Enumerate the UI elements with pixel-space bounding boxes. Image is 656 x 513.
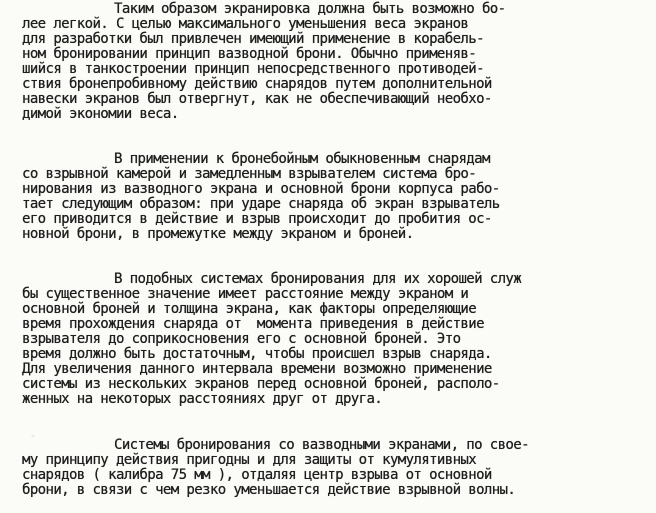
text-line: для разработки был привлечен имеющий применение в корабель- xyxy=(22,31,484,47)
text-line: женных на некоторых расстояниях друг от друга. xyxy=(22,391,383,407)
text-line: ном бронировании принцип вазводной брони. Обычно применяв- xyxy=(22,46,477,62)
text-line: снарядов ( калибра 75 мм ), отдаляя центр взрыва от основной xyxy=(22,467,492,483)
text-line: Системы бронирования со вазводными экранами, по свое- xyxy=(114,437,529,453)
text-line: со взрывной камерой и замедленным взрывателем система бро- xyxy=(22,166,477,182)
text-line: лее легкой. С целью максимального уменьшения веса экранов xyxy=(22,16,469,32)
text-line: димой экономии веса. xyxy=(22,106,179,122)
text-line: системы из нескольких экранов перед основной броней, располо- xyxy=(22,376,500,392)
text-line: время прохождения снаряда от момента приведения в действие xyxy=(22,316,484,332)
text-line: брони, в связи с чем резко уменьшается действие взрывной волны. xyxy=(22,482,516,498)
text-line: основной броней и толщина экрана, как факторы определяющие xyxy=(22,301,477,317)
text-line: навески экранов был отвергнут, как не обеспечивающий необхо- xyxy=(22,91,492,107)
text-line: му принципу действия пригодны и для защиты от кумулятивных xyxy=(22,452,477,468)
text-line: бы существенное значение имеет расстояние между экраном и xyxy=(22,286,469,302)
text-line: ствия бронепробивному действию снарядов путем дополнительной xyxy=(22,76,492,92)
text-line: Таким образом экранировка должна быть возможно бо- xyxy=(114,1,506,17)
text-line: тает следующим образом: при ударе снаряда об экран взрыватель xyxy=(22,196,500,212)
text-line: В подобных системах бронирования для их хорошей служ xyxy=(114,271,522,287)
text-line: новной брони, в промежутке между экраном и броней. xyxy=(22,226,414,242)
text-line: его приводится в действие и взрыв происходит до пробития ос- xyxy=(22,211,492,227)
text-line: нирования из вазводного экрана и основной брони корпуса рабо- xyxy=(22,181,500,197)
text-line: В применении к бронебойным обыкновенным снарядам xyxy=(114,151,490,167)
text-line: шийся в танкостроении принцип непосредственного противодей- xyxy=(22,61,484,77)
text-line: взрывателя до соприкосновения его с основной броней. Это xyxy=(22,331,461,347)
text-line: время должно быть достаточным, чтобы происшел взрыв снаряда. xyxy=(22,346,492,362)
text-line: Для увеличения данного интервала времени возможно применение xyxy=(22,361,492,377)
